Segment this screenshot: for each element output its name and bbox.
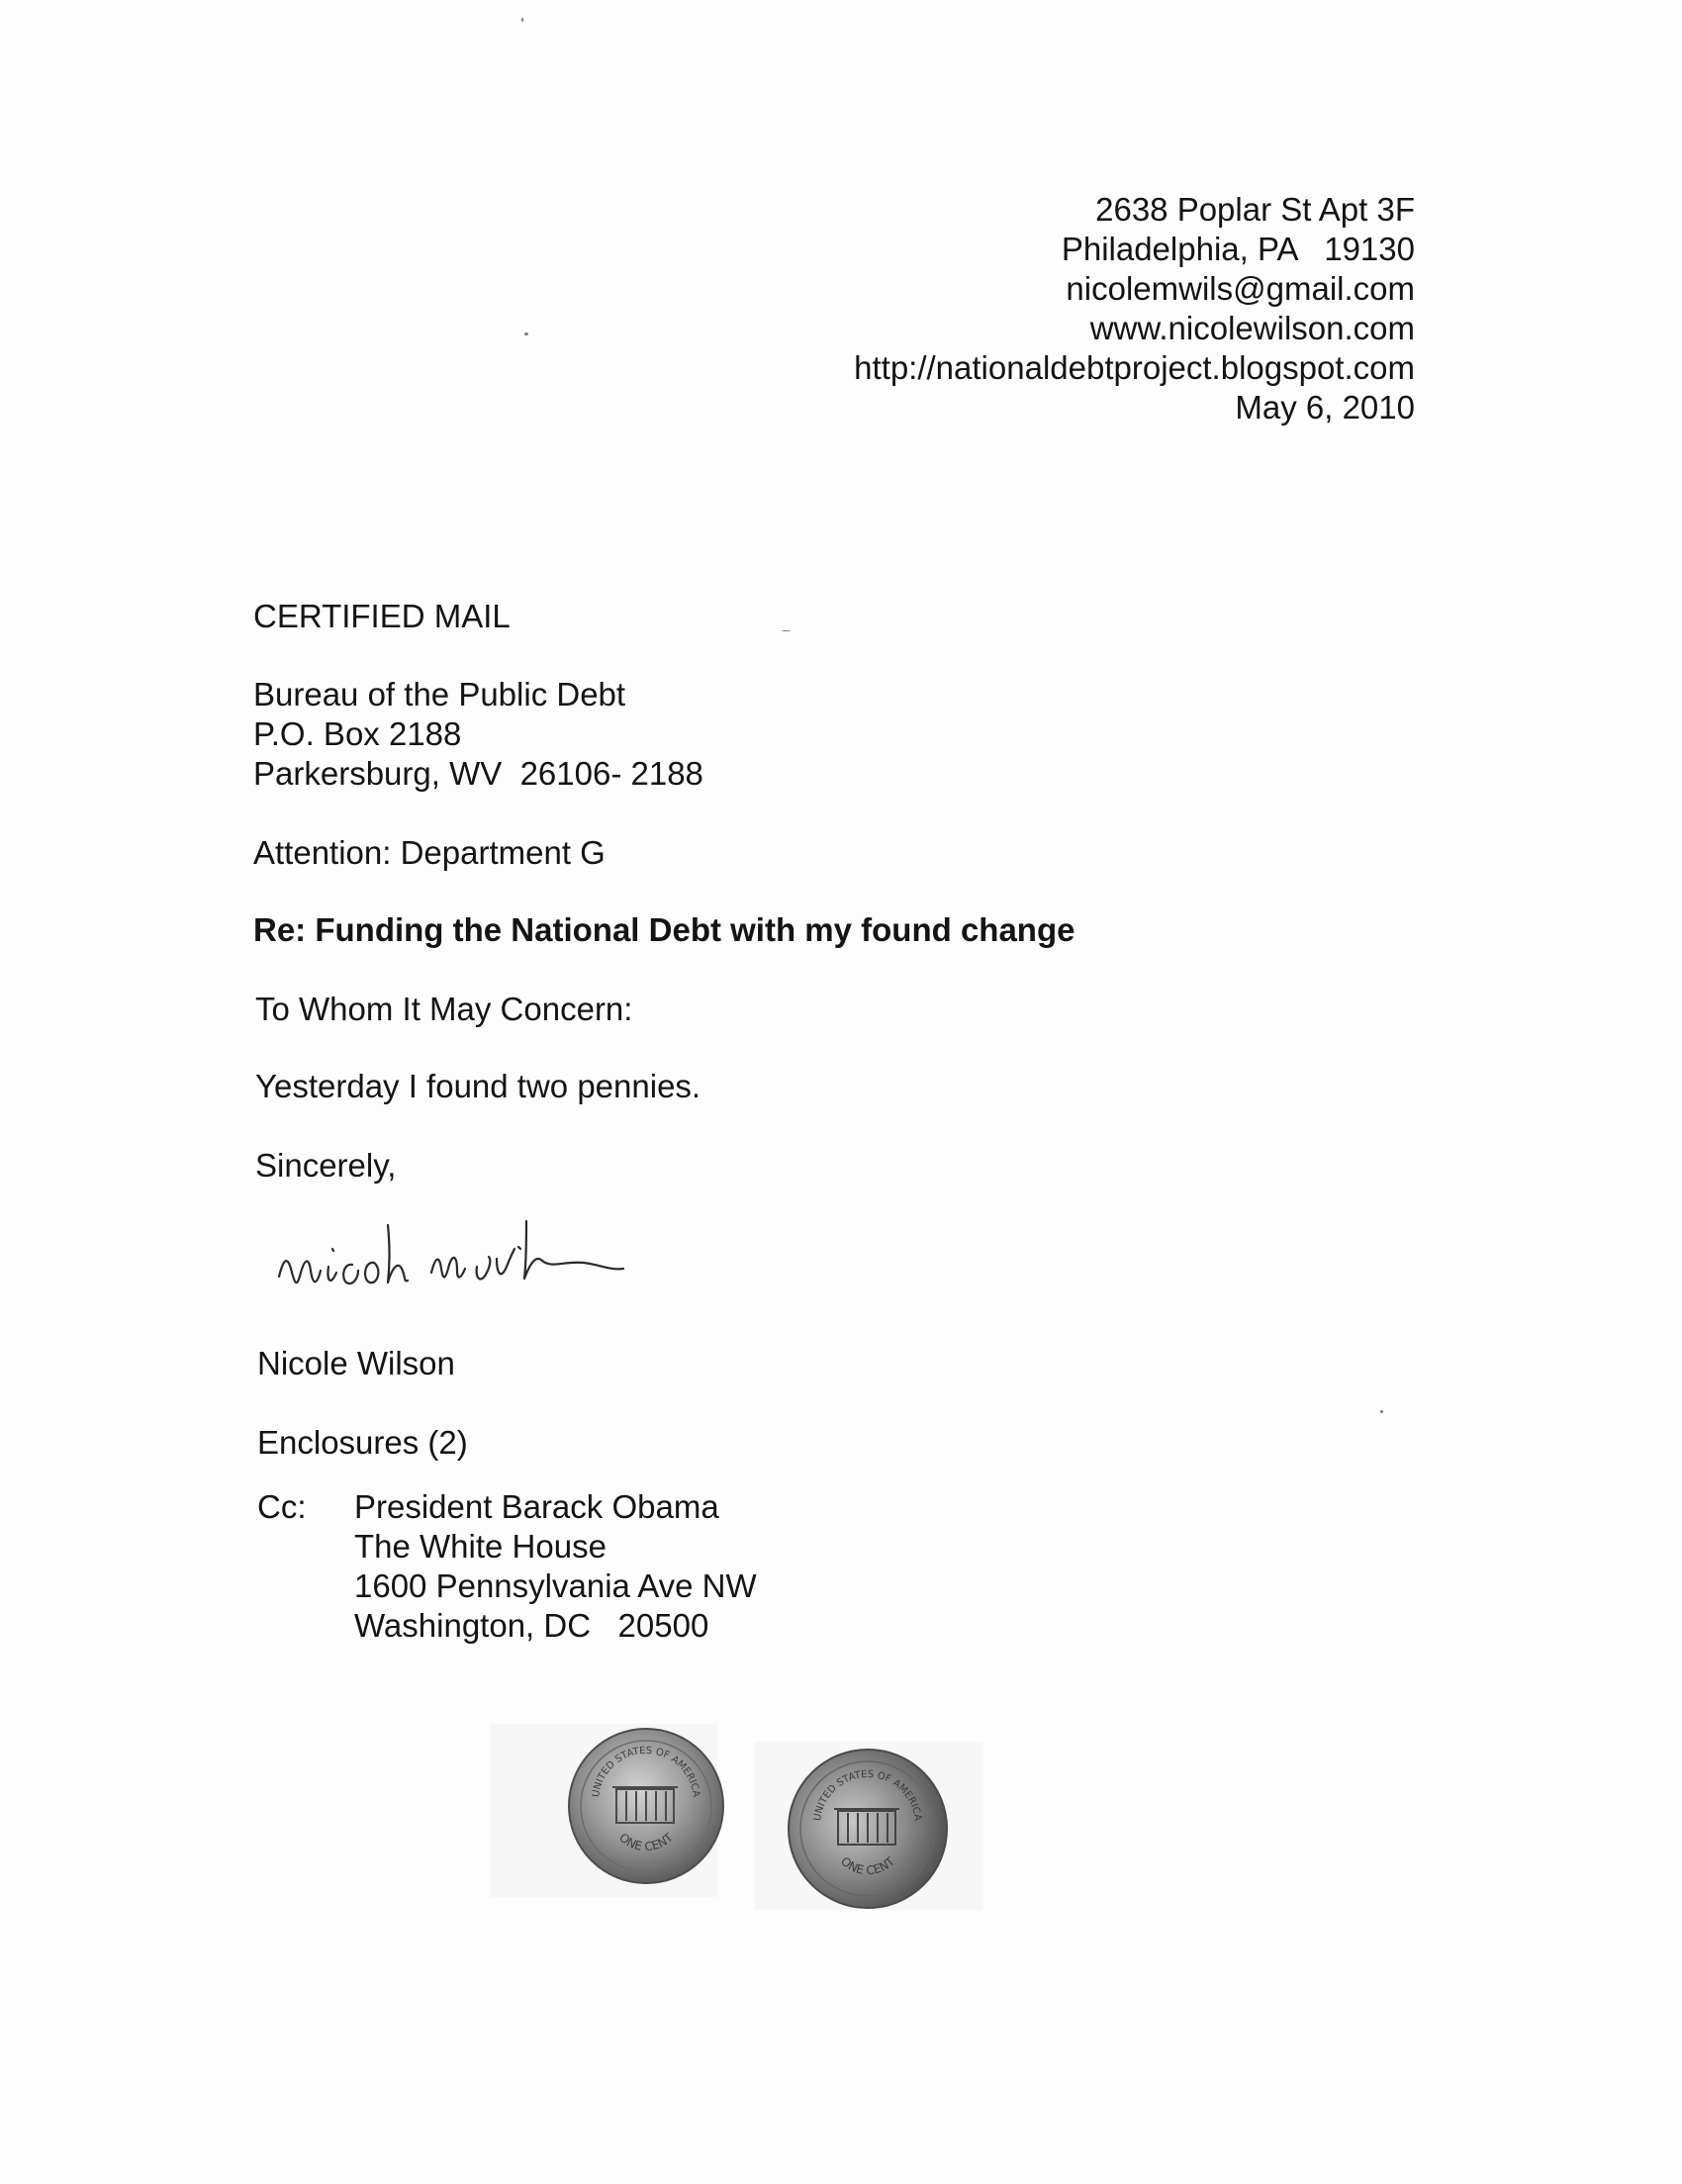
mail-type: CERTIFIED MAIL: [253, 598, 511, 634]
cc-org: The White House: [354, 1528, 607, 1565]
scan-speck: [521, 18, 523, 22]
recipient-city: Parkersburg, WV 26106- 2188: [253, 755, 703, 792]
subject-line: Re: Funding the National Debt with my found change: [253, 911, 1075, 948]
sender-email: nicolemwils@gmail.com: [1066, 270, 1415, 307]
recipient-name: Bureau of the Public Debt: [253, 676, 626, 712]
cc-street: 1600 Pennsylvania Ave NW: [354, 1567, 757, 1604]
coin-inscription-top: UNITED STATES OF AMERICA: [812, 1768, 923, 1822]
cc-name: President Barack Obama: [354, 1488, 719, 1525]
taped-pennies: [490, 1702, 984, 1940]
sender-city: Philadelphia, PA 19130: [1061, 231, 1415, 267]
handwritten-signature: [267, 1166, 762, 1314]
cc-address: [354, 1487, 757, 1646]
coin-inscription-bottom: ONE CENT: [616, 1830, 676, 1854]
cc-city: Washington, DC 20500: [354, 1607, 709, 1644]
sender-address: [854, 190, 1415, 427]
coin-inscription-top: UNITED STATES OF AMERICA: [591, 1745, 701, 1798]
recipient-address: [253, 675, 703, 794]
letter-body: Yesterday I found two pennies.: [255, 1068, 701, 1104]
signer-name: Nicole Wilson: [257, 1345, 455, 1381]
sender-street: 2638 Poplar St Apt 3F: [1095, 191, 1415, 228]
salutation: To Whom It May Concern:: [255, 991, 633, 1027]
closing: Sincerely,: [255, 1147, 397, 1184]
sender-website: www.nicolewilson.com: [1089, 310, 1415, 346]
sender-blog: http://nationaldebtproject.blogspot.com: [854, 349, 1415, 386]
letter-date: May 6, 2010: [1235, 389, 1415, 426]
attention-line: Attention: Department G: [253, 834, 606, 871]
coin-inscription-bottom: ONE CENT: [838, 1853, 897, 1878]
scan-speck: [782, 630, 791, 631]
penny-coin: [569, 1729, 723, 1883]
scan-speck: [1380, 1410, 1383, 1413]
scan-speck: [524, 332, 528, 335]
penny-coin: [789, 1750, 947, 1908]
recipient-po-box: P.O. Box 2188: [253, 715, 462, 752]
enclosures-note: Enclosures (2): [257, 1424, 468, 1461]
cc-label: Cc:: [257, 1488, 307, 1525]
